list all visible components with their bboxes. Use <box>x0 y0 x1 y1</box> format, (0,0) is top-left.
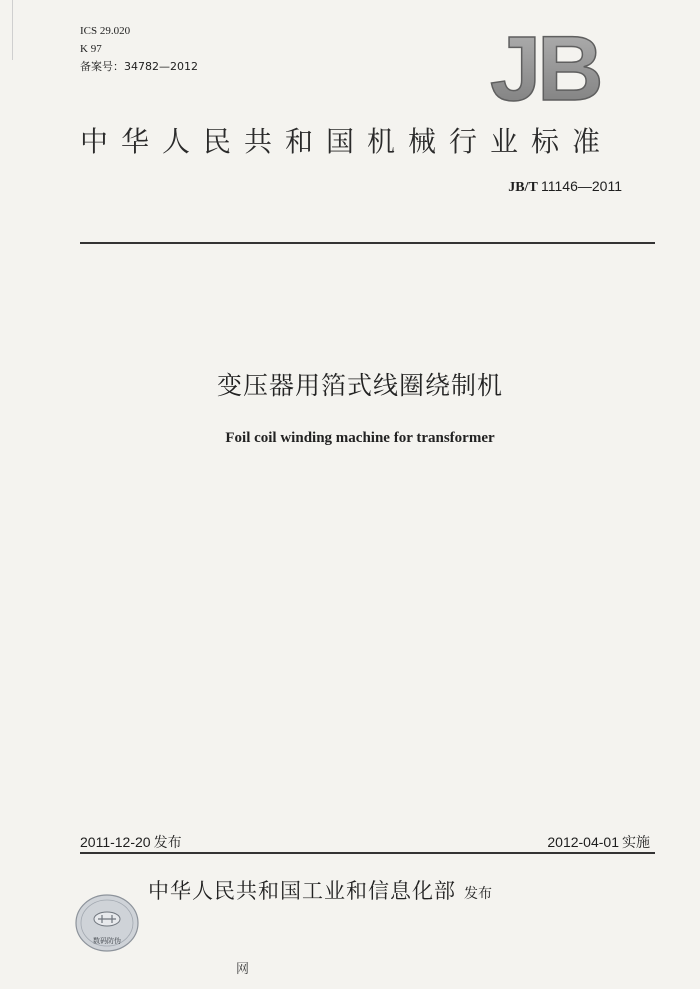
standard-code: 11146—2011 <box>541 178 622 194</box>
standard-number <box>508 178 622 196</box>
filing-number: 备案号：34782—2012 <box>80 60 198 73</box>
issuer-suffix: 发布 <box>464 886 492 902</box>
title-english: Foil coil winding machine for transformer <box>225 430 495 446</box>
effective-date-block <box>547 832 650 852</box>
effective-label: 实施 <box>622 835 650 851</box>
standard-prefix: JB/T <box>508 180 538 195</box>
binding-mark <box>12 0 13 60</box>
footer-character: 网 <box>236 962 250 977</box>
publish-date-block <box>80 832 182 852</box>
classification-block <box>80 22 198 76</box>
issuer-name: 中华人民共和国工业和信息化部 <box>148 879 456 903</box>
org-title: 中华人民共和国机械行业标准 <box>80 125 614 158</box>
ics-code: ICS 29.020 <box>80 25 131 37</box>
bottom-divider <box>80 852 655 854</box>
class-code: K 97 <box>80 43 102 55</box>
effective-date: 2012-04-01 <box>547 834 619 850</box>
anti-counterfeit-seal <box>74 893 140 953</box>
seal-label: 数码防伪 <box>93 937 121 945</box>
jb-logo-text: JB <box>490 28 600 106</box>
top-divider <box>80 242 655 244</box>
publish-label: 发布 <box>153 835 182 851</box>
jb-logo <box>488 28 620 106</box>
issuer-block <box>148 875 492 905</box>
title-chinese: 变压器用箔式线圈绕制机 <box>216 371 503 400</box>
publish-date: 2011-12-20 <box>80 834 151 850</box>
